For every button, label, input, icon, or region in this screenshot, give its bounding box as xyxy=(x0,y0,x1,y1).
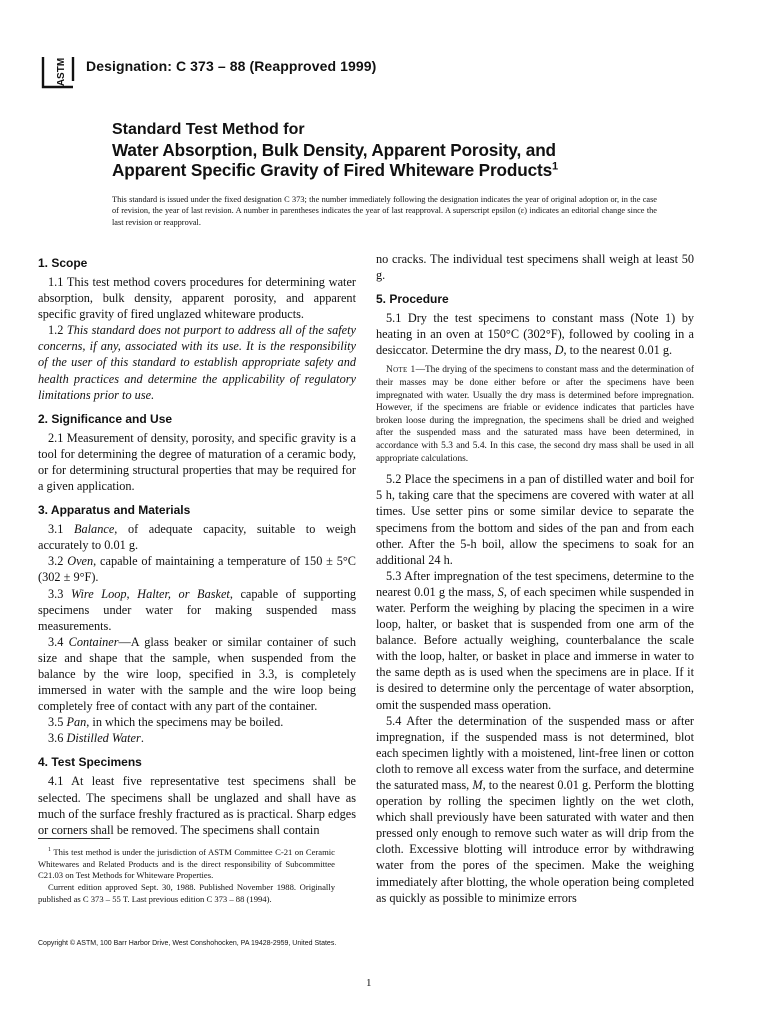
paragraph-5-2: 5.2 Place the specimens in a pan of distilled water and boil for 5 h, taking care that the specimens are covered with water at all times. Use setter pins or some similar device to separate the specimens from the bottom and sides of the pan and from each other. After the 5-h boil, allow the specimens to soak for an additional 24 h. xyxy=(376,472,694,567)
section-heading-specimens: 4. Test Specimens xyxy=(38,755,142,770)
paragraph-text: —A glass beaker or similar container of such size and shape that the sample, when suspended from the balance by the wire loop, specified in 3.3, is completely immersed in water with the sample and the wire loop being completely free of contact with any part of the container. xyxy=(38,634,356,714)
note-1 xyxy=(376,364,694,465)
safety-caveat: This standard does not purport to address all of the safety concerns, if any, associated with its use. It is the responsibility of the user of this standard to establish appropriate safety and health practices and determine the applicability of regulatory limitations prior to use. xyxy=(38,323,356,402)
title-line-3 xyxy=(112,160,672,180)
paragraph-text: , to the nearest 0.01 g. xyxy=(563,343,673,358)
paragraph-3-3 xyxy=(38,586,356,634)
footnote-mark: 1 xyxy=(48,847,51,853)
paragraph-3-6 xyxy=(38,730,356,746)
paragraph-number: 3.2 xyxy=(48,554,68,569)
term-wire-loop: Wire Loop, Halter, or Basket xyxy=(70,586,230,601)
paragraph-text: , of adequate capacity, suitable to weigh accurately to 0.01 g. xyxy=(38,522,356,553)
paragraph-number: 3.5 xyxy=(48,715,67,730)
paragraph-text: , in which the specimens may be boiled. xyxy=(86,715,284,730)
footnote-1 xyxy=(38,845,335,882)
document-title xyxy=(112,120,672,180)
paragraph-number: 3.3 xyxy=(48,586,71,601)
term-distilled-water: Distilled Water xyxy=(66,731,141,746)
paragraph-5-3 xyxy=(376,568,694,713)
note-label: Note 1 xyxy=(386,365,416,376)
paragraph-text: 5.4 After the determination of the suspended mass or after impregnation, if the suspended mass is not determined, blot each specimen lightly with a moistened, lint-free linen or cotton cloth to remove all excess water from the surface, and determine the saturated mass, xyxy=(376,713,694,792)
paragraph-number: 3.1 xyxy=(48,522,74,537)
title-line-2: Water Absorption, Bulk Density, Apparent Porosity, and xyxy=(112,140,556,160)
paragraph-1-1: 1.1 This test method covers procedures for determining water absorption, bulk density, apparent porosity, and apparent specific gravity of fired unglazed whiteware products. xyxy=(38,275,356,322)
paragraph-text: , of each specimen while suspended in water. Perform the weighing by placing the specimen in a wire loop, halter, or basket that is suspended from one arm of the balance. Before actually weighing, counterbalance the scale with the loop, halter, or basket in place and immerse in water to the same depth as is used when the specimens are in place. If it is desired to determine only the percentage of water absorption, omit the suspended mass operation. xyxy=(376,584,694,712)
section-heading-procedure: 5. Procedure xyxy=(376,292,449,307)
paragraph-1-2 xyxy=(38,322,356,402)
right-column xyxy=(376,251,694,906)
term-balance: Balance xyxy=(73,522,115,537)
paragraph-text: 5.1 Dry the test specimens to constant mass (Note 1) by heating in an oven at 150°C (302°F), followed by cooling in a desiccator. Determine the dry mass, xyxy=(376,311,694,358)
paragraph-text: . xyxy=(140,731,144,746)
astm-logo-text: ASTM xyxy=(56,57,67,87)
paragraph-text: , capable of supporting specimens under water for making suspended mass measurements. xyxy=(38,586,356,633)
paragraph-5-1 xyxy=(376,310,694,358)
paragraph-text: , capable of maintaining a temperature of 150 ± 5°C (302 ± 9°F). xyxy=(38,554,357,585)
paragraph-3-2 xyxy=(38,553,356,585)
section-heading-apparatus: 3. Apparatus and Materials xyxy=(38,503,191,518)
copyright-line: Copyright © ASTM, 100 Barr Harbor Drive, West Conshohocken, PA 19428-2959, United States. xyxy=(38,940,337,947)
designation: Designation: C 373 – 88 (Reapproved 1999) xyxy=(86,58,377,74)
paragraph-text: , to the nearest 0.01 g. Perform the blotting operation by rolling the specimen lightly on the wet cloth, which shall previously have been saturated with water and then pressed only enough to remove such water as will drip from the cloth. Excessive blotting will introduce error by withdrawing water from the pores of the specimen. Make the weighing immediately after blotting, the whole operation being completed as quickly as possible to minimize errors xyxy=(376,778,694,905)
paragraph-number: 3.4 xyxy=(48,634,69,649)
title-footnote-mark: 1 xyxy=(551,160,558,173)
preamble: This standard is issued under the fixed designation C 373; the number immediately following the designation indicates the year of original adoption or, in the case of revision, the year of last revision. A number in parentheses indicates the year of last reapproval. A superscript epsilon (ε) indicates an editorial change since the last revision or reapproval. xyxy=(112,195,657,227)
footnote-text: This test method is under the jurisdiction of ASTM Committee C-21 on Ceramic Whitewares and Related Products and is the direct responsibility of Subcommittee C21.03 on Test Methods for Whiteware Properties. xyxy=(38,846,335,881)
note-text: —The drying of the specimens to constant mass and the determination of their masses may be done either before or after the specimens have been impregnated with water. Usually the dry mass is determined before impregnation. However, if the specimens are friable or evidence indicates that particles have broken loose during the impregnation, the specimens shall be dried and weighed after the suspended mass and the saturated mass have been determined, in accordance with 5.3 and 5.4. In this case, the second dry mass shall be used in all appropriate calculations. xyxy=(376,365,694,464)
astm-logo xyxy=(39,51,77,93)
paragraph-number: 1.2 xyxy=(48,323,67,338)
title-line-3-text: Apparent Specific Gravity of Fired Whiteware Products xyxy=(112,160,552,180)
page-number: 1 xyxy=(366,977,372,989)
term-pan: Pan xyxy=(66,715,87,730)
term-container: Container xyxy=(68,634,119,649)
footnote xyxy=(38,845,335,905)
variable-m: M xyxy=(472,778,483,792)
left-column xyxy=(38,250,356,838)
paragraph-3-1 xyxy=(38,521,356,553)
variable-d: D xyxy=(554,343,564,358)
footnote-edition: Current edition approved Sept. 30, 1988. Published November 1988. Originally published as C 373 – 55 T. Last previous edition C 373 – 88 (1994). xyxy=(38,881,335,904)
paragraph-3-4 xyxy=(38,634,356,714)
paragraph-2-1: 2.1 Measurement of density, porosity, and specific gravity is a tool for determining the degree of maturation of a ceramic body, or for determining structural properties that may be required for a given application. xyxy=(38,430,356,494)
variable-s: S xyxy=(497,584,504,599)
paragraph-3-5 xyxy=(38,714,356,730)
title-line-1: Standard Test Method for xyxy=(112,121,305,138)
footnote-rule xyxy=(38,838,110,839)
paragraph-4-1-continued: no cracks. The individual test specimens shall weigh at least 50 g. xyxy=(376,252,694,283)
paragraph-text: 5.3 After impregnation of the test specimens, determine to the nearest 0.01 g the mass, xyxy=(376,568,694,599)
section-heading-scope: 1. Scope xyxy=(38,256,88,270)
paragraph-4-1: 4.1 At least five representative test specimens shall be selected. The specimens shall be unglazed and shall have as much of the surface freshly fractured as is practical. Sharp edges or corners shall be removed. The specimens shall contain xyxy=(38,774,356,837)
section-heading-significance: 2. Significance and Use xyxy=(38,411,173,426)
paragraph-5-4 xyxy=(376,713,694,906)
term-oven: Oven xyxy=(67,554,94,569)
paragraph-number: 3.6 xyxy=(48,731,67,746)
